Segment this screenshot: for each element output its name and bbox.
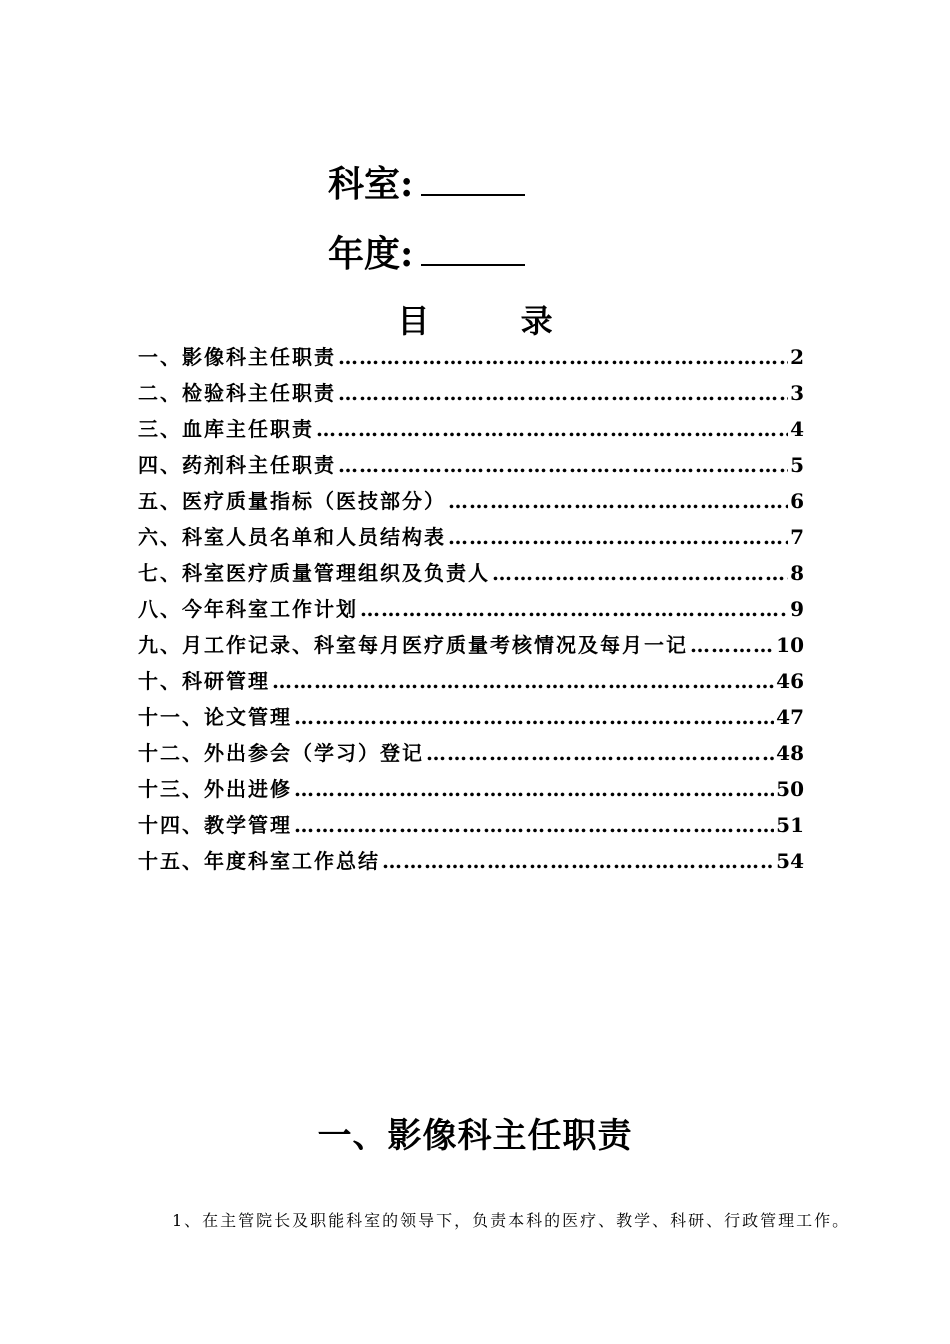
toc-entry [138, 699, 804, 735]
toc-entry [138, 771, 804, 807]
toc-entry-label: 八、今年科室工作计划 [138, 597, 358, 621]
department-blank-line [421, 160, 525, 196]
toc-entry-label: 九、月工作记录、科室每月医疗质量考核情况及每月一记 [138, 633, 688, 657]
toc-entry-label: 三、血库主任职责 [138, 417, 314, 441]
toc-entry [138, 519, 804, 555]
toc-entry-label: 五、医疗质量指标（医技部分） [138, 489, 446, 513]
toc-entry-label: 一、影像科主任职责 [138, 345, 336, 369]
toc-entry-label: 四、药剂科主任职责 [138, 453, 336, 477]
toc-entry [138, 843, 804, 879]
toc-entry [138, 339, 804, 375]
toc-entry [138, 411, 804, 447]
year-blank-line [421, 230, 525, 266]
cover-year-line [328, 230, 525, 276]
toc-entry [138, 663, 804, 699]
toc-entry-label: 十、科研管理 [138, 669, 270, 693]
toc-leader-dots [316, 411, 788, 447]
toc-leader-dots [492, 555, 788, 591]
toc-entry-label: 七、科室医疗质量管理组织及负责人 [138, 561, 490, 585]
toc-leader-dots [294, 807, 774, 843]
toc-entry-label: 十一、论文管理 [138, 705, 292, 729]
toc-entry-page: 51 [776, 813, 804, 837]
toc-entry-label: 十三、外出进修 [138, 777, 292, 801]
toc-leader-dots [448, 519, 788, 555]
table-of-contents [138, 339, 804, 879]
toc-leader-dots [338, 375, 788, 411]
toc-entry [138, 591, 804, 627]
toc-entry-page: 47 [776, 705, 804, 729]
toc-entry-page: 5 [790, 453, 804, 477]
toc-entry [138, 483, 804, 519]
toc-leader-dots [690, 627, 774, 663]
toc-entry-page: 9 [790, 597, 804, 621]
toc-leader-dots [360, 591, 788, 627]
toc-entry-page: 46 [776, 669, 804, 693]
cover-department-label: 科室: [328, 163, 414, 205]
toc-entry-page: 48 [776, 741, 804, 765]
toc-entry-label: 十二、外出参会（学习）登记 [138, 741, 424, 765]
cover-year-label: 年度: [328, 233, 414, 275]
toc-entry-page: 3 [790, 381, 804, 405]
toc-leader-dots [448, 483, 788, 519]
toc-entry [138, 807, 804, 843]
toc-leader-dots [294, 771, 774, 807]
toc-entry-page: 10 [776, 633, 804, 657]
toc-entry-label: 十五、年度科室工作总结 [138, 849, 380, 873]
toc-entry-page: 2 [790, 345, 804, 369]
body-paragraph: 1、在主管院长及职能科室的领导下，负责本科的医疗、教学、科研、行政管理工作。 [172, 1211, 851, 1230]
cover-department-line [328, 160, 525, 206]
toc-entry [138, 627, 804, 663]
toc-entry-page: 50 [776, 777, 804, 801]
toc-entry [138, 375, 804, 411]
toc-entry-label: 二、检验科主任职责 [138, 381, 336, 405]
toc-leader-dots [294, 699, 774, 735]
toc-leader-dots [382, 843, 774, 879]
toc-leader-dots [426, 735, 774, 771]
toc-entry-label: 六、科室人员名单和人员结构表 [138, 525, 446, 549]
toc-entry-page: 54 [776, 849, 804, 873]
toc-entry-page: 6 [790, 489, 804, 513]
toc-entry-page: 8 [790, 561, 804, 585]
toc-entry [138, 555, 804, 591]
toc-leader-dots [338, 447, 788, 483]
toc-entry [138, 447, 804, 483]
toc-leader-dots [338, 339, 788, 375]
toc-entry-page: 4 [790, 417, 804, 441]
toc-leader-dots [272, 663, 774, 699]
toc-entry-page: 7 [790, 525, 804, 549]
toc-entry [138, 735, 804, 771]
toc-title: 目 录 [397, 302, 593, 340]
toc-entry-label: 十四、教学管理 [138, 813, 292, 837]
section-heading: 一、影像科主任职责 [317, 1116, 633, 1156]
